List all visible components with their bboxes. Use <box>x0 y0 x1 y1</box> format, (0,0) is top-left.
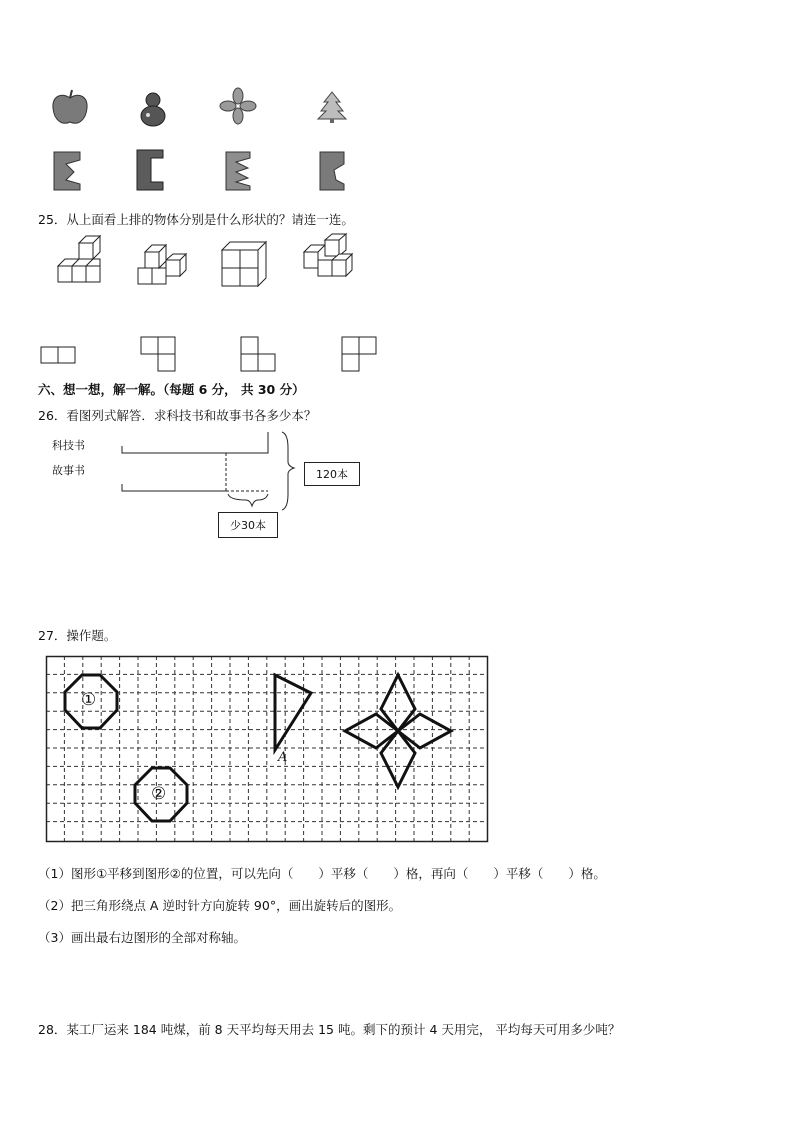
label-story-books: 故事书 <box>52 464 85 477</box>
top-view-3 <box>240 336 276 372</box>
cube-stack-2 <box>136 240 188 288</box>
label-shape-2: ② <box>151 784 167 804</box>
flower-shape <box>345 675 451 787</box>
q25-text: 25．从上面看上排的物体分别是什么形状的？请连一连。 <box>38 212 354 227</box>
half-shape-c-icon <box>224 150 252 192</box>
section-title: 六、想一想，解一解。（每题 6 分， 共 30 分） <box>38 382 305 397</box>
half-shape-b-icon <box>135 148 165 192</box>
q26-text: 26．看图列式解答．求科技书和故事书各多少本？ <box>38 408 317 423</box>
cube-stack-3 <box>220 240 268 288</box>
q28-text: 28．某工厂运来 184 吨煤，前 8 天平均每天用去 15 吨。剩下的预计 4 天用完， 平均每天可用多少吨？ <box>38 1022 621 1037</box>
q27-text: 27．操作题。 <box>38 628 117 643</box>
top-view-1 <box>40 346 76 364</box>
label-point-a: A <box>278 750 288 765</box>
top-view-2 <box>140 336 176 372</box>
half-shape-a-icon <box>52 150 82 192</box>
dotted-grid <box>46 656 488 842</box>
triangle-shape <box>275 675 311 750</box>
tree-icon <box>316 90 348 124</box>
cube-stack-4 <box>298 234 356 288</box>
flower-icon <box>220 88 256 124</box>
label-science-books: 科技书 <box>52 439 85 452</box>
apple-icon <box>50 88 90 128</box>
label-shape-1: ① <box>81 690 97 710</box>
q27-sub1: （1）图形①平移到图形②的位置，可以先向（ ）平移（ ）格，再向（ ）平移（ ）格。 <box>38 866 606 881</box>
half-shape-d-icon <box>318 150 346 192</box>
less-box: 少30本 <box>218 512 278 538</box>
gourd-icon <box>136 88 170 128</box>
q27-sub3: （3）画出最右边图形的全部对称轴。 <box>38 930 246 945</box>
cube-stack-1 <box>55 238 105 286</box>
bar-diagram <box>110 428 300 508</box>
q27-sub2: （2）把三角形绕点 A 逆时针方向旋转 90°，画出旋转后的图形。 <box>38 898 402 913</box>
top-view-4 <box>341 336 377 372</box>
total-box: 120本 <box>304 462 360 486</box>
